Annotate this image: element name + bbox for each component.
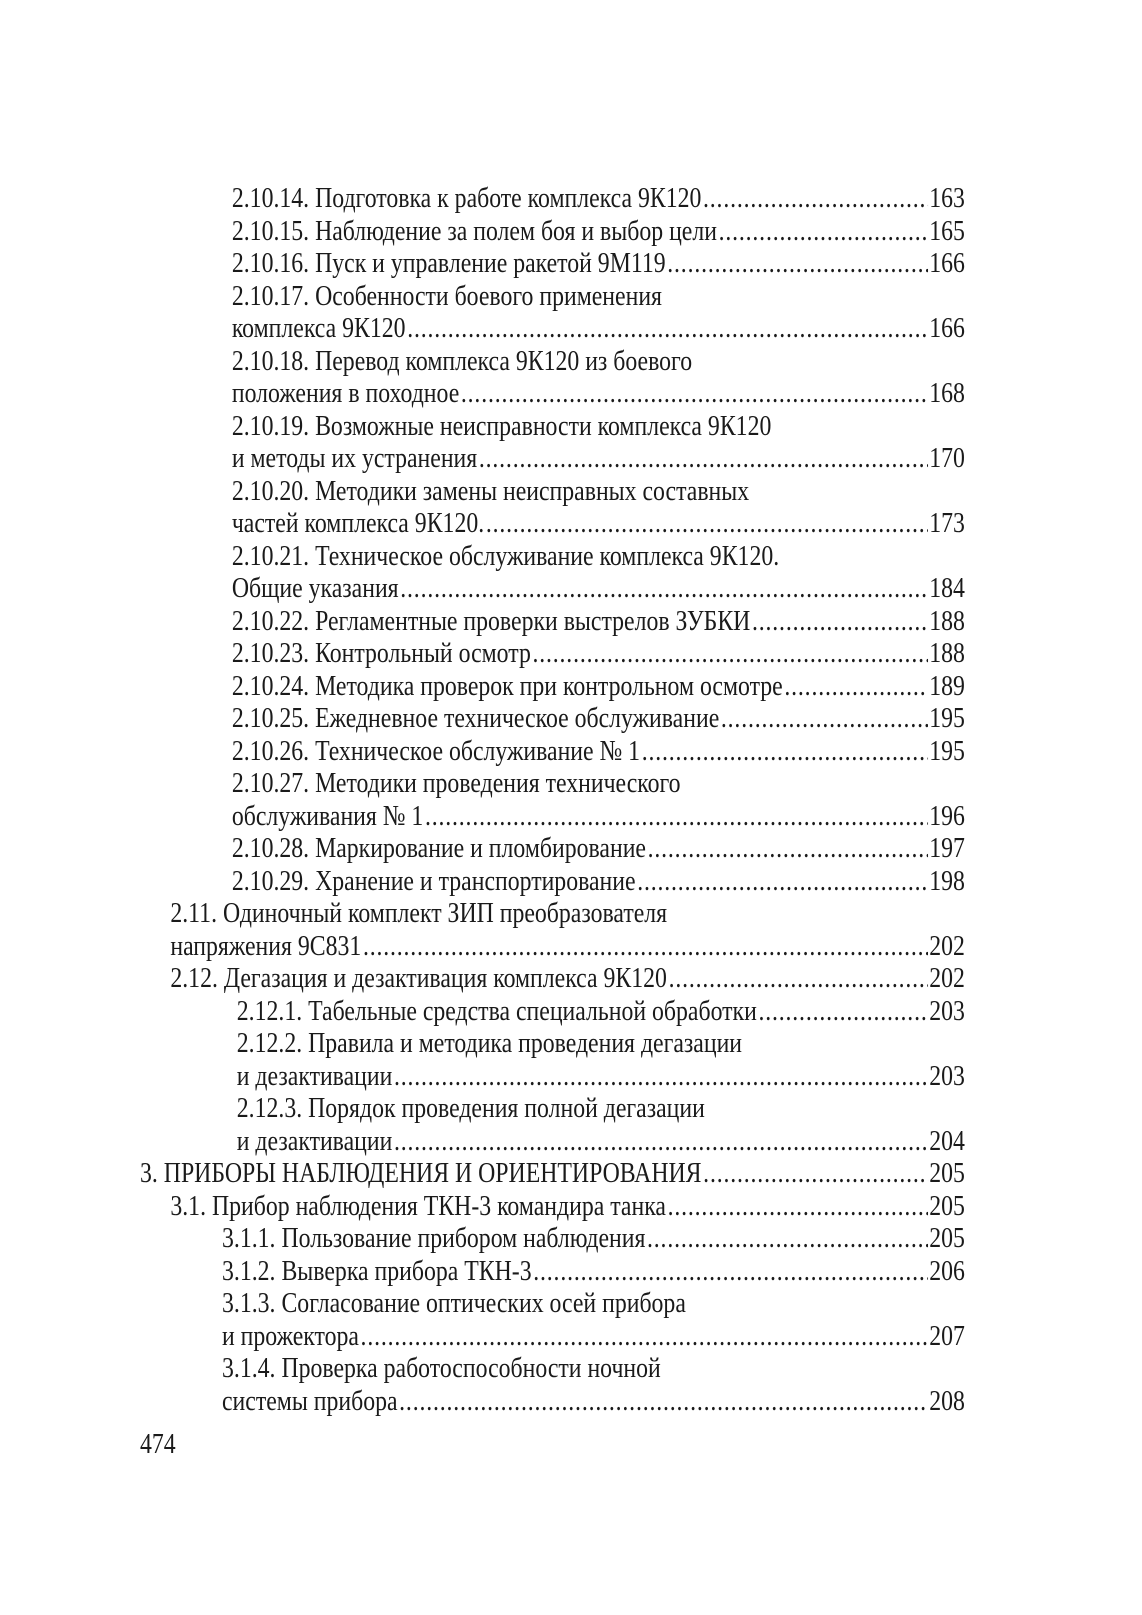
toc-entry-page: 188 <box>929 604 965 637</box>
toc-entry-title: положения в походное <box>231 377 460 409</box>
toc-entry-page: 208 <box>929 1384 965 1417</box>
toc-entry-title: 2.10.24. Методика проверок при контрольном осмотре <box>231 669 783 702</box>
toc-entry-title: 2.12.3. Порядок проведения полной дегазации <box>236 1092 705 1124</box>
toc-entry-line <box>232 345 965 378</box>
toc-entry-line <box>170 897 965 930</box>
toc-entry-title: 2.10.22. Регламентные проверки выстрелов ЗУБКИ <box>231 604 751 637</box>
dot-leader <box>668 1190 928 1223</box>
toc-entry-page: 206 <box>929 1254 965 1287</box>
toc-entry-line <box>237 1027 965 1060</box>
toc-entry-title: 2.10.17. Особенности боевого применения <box>231 279 662 312</box>
toc-entry-title: 2.10.20. Методики замены неисправных составных <box>231 474 750 507</box>
toc-entry-title: 2.10.26. Техническое обслуживание № 1 <box>231 734 641 767</box>
toc-entry <box>140 215 965 248</box>
toc-entry <box>140 865 965 898</box>
dot-leader <box>752 605 928 638</box>
toc-entry-line <box>237 1060 965 1093</box>
toc-entry-page: 205 <box>929 1222 965 1254</box>
toc-entry-page: 163 <box>929 182 965 214</box>
toc-entry-title: обслуживания № 1 <box>231 799 424 832</box>
toc-entry-title: 3.1. Прибор наблюдения ТКН-3 командира танка <box>170 1189 666 1222</box>
toc-entry <box>140 1287 965 1352</box>
toc-entry-line <box>232 377 965 410</box>
toc-entry-line <box>222 1385 965 1418</box>
toc-entry <box>140 735 965 768</box>
toc-entry-line <box>237 1125 965 1158</box>
toc-entry-line <box>170 962 965 995</box>
toc-entry-title: 2.12. Дегазация и дезактивация комплекса 9К120 <box>170 962 667 994</box>
toc-entry-title: 2.10.28. Маркирование и пломбирование <box>231 832 646 864</box>
toc-entry-title: и прожектора <box>222 1319 359 1352</box>
toc-entry-title: 3.1.1. Пользование прибором наблюдения <box>222 1222 646 1254</box>
dot-leader <box>400 572 927 605</box>
toc-entry-page: 203 <box>929 994 965 1027</box>
toc-entry-page: 168 <box>929 377 965 409</box>
toc-entry-title: 2.11. Одиночный комплект ЗИП преобразователя <box>170 897 668 929</box>
toc-entry <box>140 832 965 865</box>
toc-entry-line <box>232 312 965 345</box>
toc-entry-title: комплекса 9К120 <box>231 312 406 344</box>
dot-leader <box>486 507 928 540</box>
toc-entry-line <box>232 540 965 573</box>
dot-leader <box>394 1125 928 1158</box>
table-of-contents <box>140 182 965 1417</box>
toc-entry-page: 197 <box>929 832 965 864</box>
toc-entry <box>140 1190 965 1223</box>
toc-entry <box>140 702 965 735</box>
toc-entry-title: 2.10.23. Контрольный осмотр <box>231 637 531 669</box>
toc-entry <box>140 995 965 1028</box>
page-number: 474 <box>140 1428 176 1460</box>
dot-leader <box>667 247 927 280</box>
toc-entry <box>140 897 965 962</box>
dot-leader <box>407 312 927 345</box>
toc-entry-title: 2.10.16. Пуск и управление ракетой 9М119 <box>231 247 666 279</box>
toc-entry-title: 2.12.1. Табельные средства специальной обработки <box>236 994 757 1027</box>
toc-entry-line <box>232 280 965 313</box>
toc-entry-line <box>232 605 965 638</box>
dot-leader <box>361 1320 928 1353</box>
toc-entry-page: 202 <box>929 962 965 994</box>
toc-entry-title: Общие указания <box>231 572 399 604</box>
dot-leader <box>479 442 928 475</box>
toc-entry <box>140 1092 965 1157</box>
toc-entry-page: 198 <box>929 864 965 897</box>
toc-entry <box>140 540 965 605</box>
toc-entry <box>140 345 965 410</box>
toc-entry-line <box>232 670 965 703</box>
toc-entry <box>140 605 965 638</box>
toc-entry-page: 195 <box>929 734 965 767</box>
toc-entry-line <box>232 767 965 800</box>
toc-entry-title: 3. ПРИБОРЫ НАБЛЮДЕНИЯ И ОРИЕНТИРОВАНИЯ <box>140 1157 702 1189</box>
toc-entry-page: 195 <box>929 702 965 734</box>
toc-entry-title: 2.10.29. Хранение и транспортирование <box>231 864 636 897</box>
toc-entry <box>140 1352 965 1417</box>
toc-entry-title: частей комплекса 9К120. <box>231 507 485 539</box>
toc-entry-title: 2.10.15. Наблюдение за полем боя и выбор цели <box>231 214 717 247</box>
toc-entry-page: 207 <box>929 1319 965 1352</box>
toc-entry-page: 196 <box>929 799 965 832</box>
toc-entry-line <box>232 832 965 865</box>
toc-entry-page: 165 <box>929 214 965 247</box>
dot-leader <box>703 182 928 215</box>
dot-leader <box>642 735 928 768</box>
toc-entry <box>140 670 965 703</box>
toc-entry-title: 3.1.2. Выверка прибора ТКН-3 <box>222 1254 532 1287</box>
toc-entry-title: и методы их устранения <box>231 442 478 474</box>
toc-entry-line <box>237 1092 965 1125</box>
dot-leader <box>532 637 927 670</box>
toc-entry-title: 3.1.4. Проверка работоспособности ночной <box>222 1352 661 1384</box>
toc-entry-page: 188 <box>929 637 965 669</box>
toc-entry-title: 3.1.3. Согласование оптических осей прибора <box>222 1287 686 1319</box>
toc-entry-page: 205 <box>929 1189 965 1222</box>
toc-entry-page: 205 <box>929 1157 965 1189</box>
toc-entry-line <box>232 865 965 898</box>
toc-entry <box>140 767 965 832</box>
toc-entry-page: 170 <box>929 442 965 474</box>
toc-entry-page: 166 <box>929 312 965 344</box>
toc-entry-line <box>232 735 965 768</box>
toc-entry-line <box>222 1352 965 1385</box>
dot-leader <box>637 865 927 898</box>
toc-entry <box>140 410 965 475</box>
dot-leader <box>721 702 928 735</box>
toc-entry <box>140 1157 965 1190</box>
toc-entry-line <box>237 995 965 1028</box>
toc-entry <box>140 475 965 540</box>
dot-leader <box>647 1222 928 1255</box>
toc-entry-title: 2.10.19. Возможные неисправности комплекса 9К120 <box>231 409 772 442</box>
toc-entry-line <box>222 1320 965 1353</box>
toc-entry-line <box>232 410 965 443</box>
toc-entry-page: 203 <box>929 1059 965 1092</box>
toc-entry-title: 2.10.25. Ежедневное техническое обслуживание <box>231 702 720 734</box>
toc-entry-title: 2.10.27. Методики проведения технического <box>231 767 681 799</box>
toc-entry-line <box>222 1222 965 1255</box>
toc-entry-line <box>232 475 965 508</box>
toc-entry <box>140 182 965 215</box>
dot-leader <box>648 832 928 865</box>
dot-leader <box>533 1255 927 1288</box>
toc-entry <box>140 247 965 280</box>
toc-entry-line <box>232 442 965 475</box>
toc-entry-line <box>232 507 965 540</box>
toc-entry-line <box>140 1157 965 1190</box>
dot-leader <box>784 670 927 703</box>
toc-entry <box>140 1027 965 1092</box>
toc-entry-line <box>232 702 965 735</box>
toc-entry-line <box>232 572 965 605</box>
toc-entry-line <box>232 182 965 215</box>
toc-entry-line <box>222 1287 965 1320</box>
toc-entry-line <box>232 800 965 833</box>
toc-entry-title: и дезактивации <box>236 1124 393 1157</box>
toc-entry-title: 2.10.21. Техническое обслуживание комплекса 9К120. <box>231 539 780 572</box>
dot-leader <box>394 1060 928 1093</box>
dot-leader <box>363 930 928 963</box>
toc-entry-line <box>232 637 965 670</box>
toc-entry-title: 2.12.2. Правила и методика проведения дегазации <box>236 1027 743 1059</box>
toc-entry <box>140 962 965 995</box>
toc-entry-page: 202 <box>929 929 965 962</box>
toc-entry-page: 173 <box>929 507 965 539</box>
toc-entry-title: системы прибора <box>222 1384 398 1417</box>
toc-entry-line <box>232 247 965 280</box>
toc-entry-line <box>170 930 965 963</box>
toc-entry-title: напряжения 9С831 <box>170 929 362 962</box>
toc-entry-page: 184 <box>929 572 965 604</box>
toc-entry-line <box>232 215 965 248</box>
toc-entry-page: 189 <box>929 669 965 702</box>
toc-entry-title: 2.10.18. Перевод комплекса 9К120 из боевого <box>231 344 693 377</box>
toc-entry-page: 204 <box>929 1124 965 1157</box>
toc-entry <box>140 1255 965 1288</box>
dot-leader <box>719 215 928 248</box>
toc-entry <box>140 280 965 345</box>
dot-leader <box>425 800 928 833</box>
toc-entry-line <box>170 1190 965 1223</box>
toc-entry-page: 166 <box>929 247 965 279</box>
dot-leader <box>461 377 928 410</box>
toc-entry-line <box>222 1255 965 1288</box>
toc-entry-title: и дезактивации <box>236 1059 393 1092</box>
toc-entry <box>140 1222 965 1255</box>
dot-leader <box>669 962 928 995</box>
dot-leader <box>703 1157 927 1190</box>
toc-entry <box>140 637 965 670</box>
dot-leader <box>399 1385 927 1418</box>
toc-entry-title: 2.10.14. Подготовка к работе комплекса 9К120 <box>231 182 702 214</box>
dot-leader <box>758 995 927 1028</box>
